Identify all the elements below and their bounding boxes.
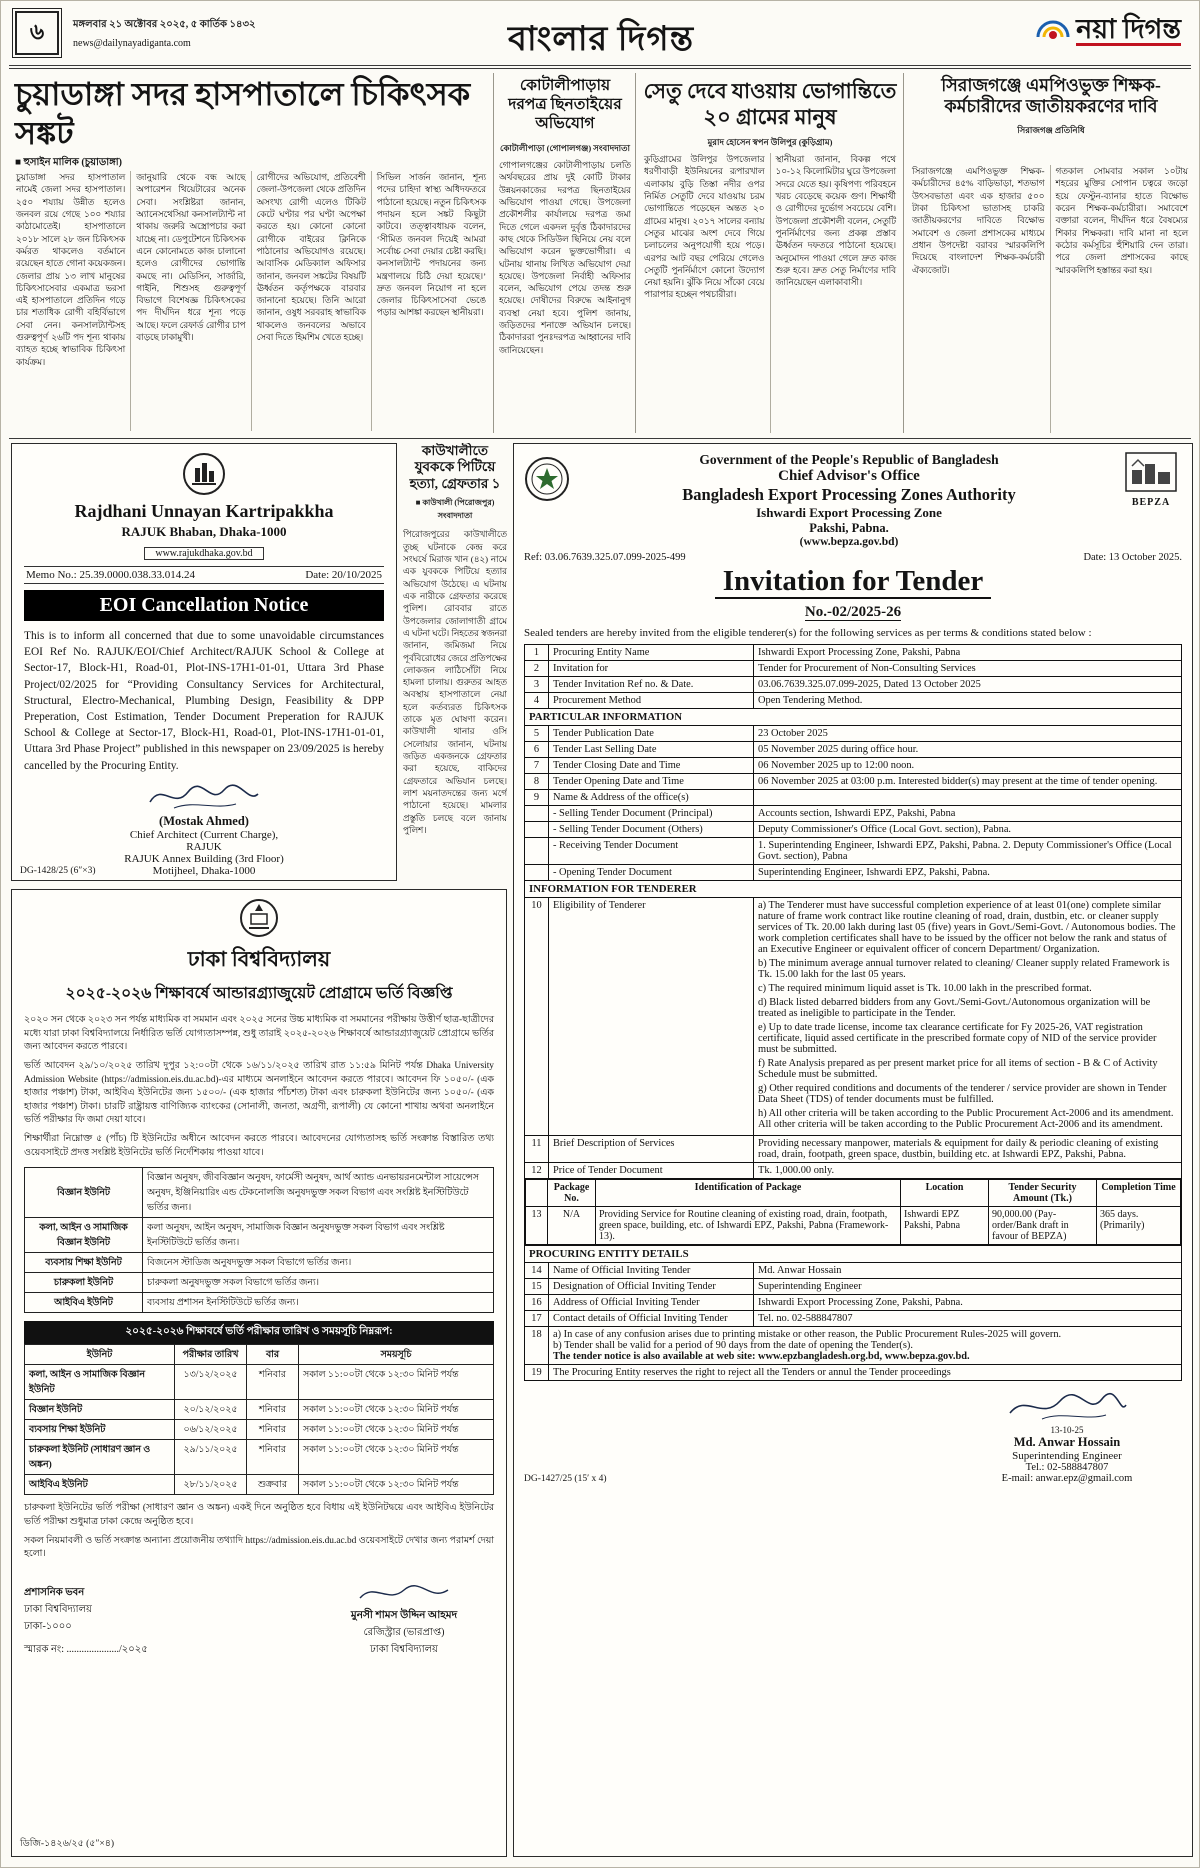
rajuk-signer-role: Chief Architect (Current Charge), — [129, 828, 279, 841]
tender-signer-name: Md. Anwar Hossain — [1013, 1435, 1121, 1449]
lead-headline: চুয়াডাঙ্গা সদর হাসপাতালে চিকিৎসক সঙ্কট — [15, 76, 471, 152]
tender-intro: Sealed tenders are hereby invited from the eligible tenderer(s) for the following services as per terms & conditions stated below : — [524, 627, 1092, 639]
table-row: আইবিএ ইউনিট ২৮/১১/২০২৫ শুক্রবার সকাল ১১:০০টা থেকে ১২:৩০ মিনিট পর্যন্ত — [25, 1475, 494, 1495]
rajuk-signature-mark — [24, 780, 384, 814]
tender-signer-email: E-mail: anwar.epz@gmail.com — [1001, 1473, 1133, 1484]
tender-date: Date: 13 October 2025. — [1083, 552, 1182, 563]
du-note: চারুকলা ইউনিটের ভর্তি পরীক্ষা (সাধারণ জ্ঞান ও অঙ্কন) একই দিনে অনুষ্ঠিত হবে বিধায় এই ইউনিটদ্বয়ে এবং আইবিএ ইউনিটের ভর্তি পরীক্ষা শুধুমাত্র ঢাকা কেন্দ্রে অনুষ্ঠিত হবে। — [24, 1503, 494, 1527]
table-row: আইবিএ ইউনিট ব্যবসায় প্রশাসন ইনস্টিটিউটে ভর্তির জন্য। — [25, 1293, 494, 1313]
brand-name: নয়া দিগন্ত — [1076, 15, 1181, 46]
article4-body-col-2: গতকাল সোমবার সকাল ১০টায় শহরের মুক্তির সোপান চত্বরে জড়ো হয়ে ফেস্টুন-ব্যানার হাতে বিক্ষোভ করেন শিক্ষক-কর্মচারীরা। সমাবেশে বক্তারা বলেন, দীর্ঘদিন ধরে বৈষম্যের শিকার শিক্ষকরা। দাবি মানা না হলে কঠোর কর্মসূচির হুঁশিয়ারি দেন তারা। পরে জেলা প্রশাসকের কাছে স্মারকলিপি হস্তান্তর করা হয়। — [1055, 166, 1188, 275]
du-exam-table: ইউনিট পরীক্ষার তারিখ বার সময়সূচি কলা, আইন ও সামাজিক বিজ্ঞান ইউনিট ১৩/১২/২০২৫ শনিবার সকাল ১১:০০টা থেকে ১২:৩০ মিনিট পর্যন্ত বিজ্ঞান ইউনিট ২০/১২/২০২৫ শনিবার সকাল ১১:০০টা থেকে ১২:৩০ মিনিট পর্যন্ত ব্যবসায় শিক্ষা ইউনিট ০৬/১২/২০২৫ শনিবার সকাল ১১:০০টা থেকে ১২:৩০ মিনিট পর্যন্ত চারুকলা ইউনিট (সাধারণ জ্ঞান ও অঙ্কন) ২৯/১১/২০২৫ শনিবার সকাল ১১:০০টা থেকে ১২:৩০ মিনিট পর্যন্ত আইবিএ ইউনিট ২৮/১১/২০২৫ শুক্রবার সকাল ১১:০০টা থেকে ১২:৩০ মিনিট পর্যন্ত — [24, 1344, 494, 1495]
brand-logo — [1036, 11, 1181, 46]
bepza-logo-text: BEPZA — [1131, 497, 1171, 508]
table-row: কলা, আইন ও সামাজিক বিজ্ঞান ইউনিট ১৩/১২/২০২৫ শনিবার সকাল ১১:০০টা থেকে ১২:৩০ মিনিট পর্যন্ত — [25, 1365, 494, 1400]
article2-headline: কোটালীপাড়ায় দরপত্র ছিনতাইয়ের অভিযোগ — [508, 77, 622, 132]
table-row: 19 The Procuring Entity reserves the right to reject all the Tenders or annul the Tender proceedings — [525, 1365, 1182, 1381]
tender-sign-date: 13-10-25 — [1050, 1425, 1084, 1435]
rajuk-website: www.rajukdhaka.gov.bd — [144, 547, 263, 560]
du-signer-role: রেজিস্ট্রার (ভারপ্রাপ্ত) — [363, 1626, 445, 1638]
table-row: 2 Invitation for Tender for Procurement of Non-Consulting Services — [525, 661, 1182, 677]
eoi-banner-title: EOI Cancellation Notice — [24, 590, 384, 621]
table-row: 17 Contact details of Official Inviting Tender Tel. no. 02-588847807 — [525, 1311, 1182, 1327]
table-row: ব্যবসায় শিক্ষা ইউনিট ০৬/১২/২০২৫ শনিবার সকাল ১১:০০টা থেকে ১২:৩০ মিনিট পর্যন্ত — [25, 1420, 494, 1440]
table-row: 4 Procurement Method Open Tendering Method. — [525, 693, 1182, 709]
rajuk-date: Date: 20/10/2025 — [305, 569, 382, 581]
lead-body-col-3: রোগীদের অভিযোগ, প্রতিবেশী জেলা-উপজেলা থেকে প্রতিদিন অসংখ্য রোগী এলেও টিকিট কেটে ঘণ্টার পর ঘণ্টা অপেক্ষা করতে হয়। কোনো কোনো রোগীকে বাইরের ক্লিনিকে পাঠানোর অভিযোগও রয়েছে। আবাসিক মেডিক্যাল অফিসার জানান, জনবল সঙ্কটের বিষয়টি ঊর্ধ্বতন কর্তৃপক্ষকে বারবার জানানো হয়েছে। তিনি আরো জানান, ওষুধ সরবরাহ স্বাভাবিক থাকলেও জনবলের অভাবে সেবা দিতে হিমশিম খেতে হচ্ছে। — [252, 171, 372, 431]
table-row: ব্যবসায় শিক্ষা ইউনিট বিজনেস স্টাডিজ অনুষদভুক্ত সকল বিভাগে ভর্তির জন্য। — [25, 1253, 494, 1273]
du-notice-title: ২০২৫-২০২৬ শিক্ষাবর্ষে আন্ডারগ্র্যাজুয়েট প্রোগ্রামে ভর্তি বিজ্ঞপ্তি — [65, 985, 453, 1002]
section-row: INFORMATION FOR TENDERER — [525, 881, 1182, 898]
page-number: ৬ — [29, 18, 45, 44]
rajuk-notice-body: This is to inform all concerned that due to some unavoidable circumstances EOI Ref No. RAJUK/EOI/Chief Architect/RAJUK School & College at Sector-17, Block-H1, Road-01, Plot-INS-17H1-01-01, Uttara 3rd Phase Project/02/2025 for “Providing Consultancy Services for Architectural, Structural, Electro-Mechanical, Plumbing Design, Feasibility & DPP Preperation, Cost Estimation, Tender Document Preperation for RAJUK School & College at Sector-17, Block-H1, Road-01, Plot-INS-17H1-01-01, Uttara 3rd Phase Project” published in this newspaper on 23/09/2025 is hereby cancelled by the Procuring Entity. — [24, 630, 384, 772]
tender-number: No.-02/2025-26 — [804, 604, 902, 620]
rajuk-address: RAJUK Bhaban, Dhaka-1000 — [121, 524, 287, 539]
du-addr-line3: ঢাকা-১০০০ — [24, 1620, 72, 1632]
tender-signer-role: Superintending Engineer — [1012, 1450, 1122, 1462]
du-paragraph-2: ভর্তি আবেদন ২৯/১০/২০২৫ তারিখ দুপুর ১২:০০টা থেকে ১৬/১১/২০২৫ তারিখ রাত ১১:৫৯ মিনিট পর্যন্ত Dhaka University Admission Website (https://admission.eis.du.ac.bd)-এর মাধ্যমে অনলাইনে আবেদন করতে পারবে। আবেদন ফি ১০৫০/- (এক হাজার পঞ্চাশ) টাকা, আইবিএ ইউনিটের জন্য ১৫০০/- (এক হাজার পাঁচশত) টাকা এবং চারুকলা ইউনিটের জন্য ১০৫০/- (এক হাজার পঞ্চাশ) টাকা। চারটি রাষ্ট্রায়ত্ত বাণিজ্যিক ব্যাংকের (সোনালী, জনতা, অগ্রণী, রূপালী) যে কোনো শাখায় অথবা অনলাইনে ভর্তি পরীক্ষার ফি জমা দেয়া যাবে। — [24, 1060, 494, 1126]
lead-body-col-2: জানুয়ারি থেকে বন্ধ আছে অপারেশন থিয়েটারের অনেক সেবা। সংশ্লিষ্টরা জানান, অ্যানেসথেসিয়া কনসালট্যান্ট না থাকায় জরুরি অস্ত্রোপচার করা যাচ্ছে না। ডেপুটেশনে চিকিৎসক এনে কোনোমতে কাজ চালানো হলেও রোগীদের ভোগান্তি কমছে না। মেডিসিন, সার্জারি, গাইনি, শিশুসহ গুরুত্বপূর্ণ বিভাগে বিশেষজ্ঞ চিকিৎসকের পদ দীর্ঘদিন ধরে শূন্য পড়ে আছে। ফলে রেফার্ড রোগীর চাপ বাড়ছে ঢাকামুখী। — [131, 171, 251, 431]
table-row: 10 Eligibility of Tenderer a) The Tenderer must have successful completion experience of at least 01(one) complete similar nature of frame work contract like routine cleaning of road, drain, dustbin, etc. or cleaner supply services of Tk. 20.00 lakh during last 05 (five) years in Govt./Semi-Govt. / Autonomous bodies. The work completion certificates shall have to be issued by the officer not below the rank and status of an Executive Engineer or equivalent officer of concern Department/ Organization. b) The minimum average annual turnover related to cleaning/ Cleaner supply related Framework is Tk. 15.00 lakh for the last 05 years. c) The required minimum liquid asset is Tk. 10.00 lakh in the prescribed format. d) Black listed debarred bidders from any Govt./Semi-Govt./Autonomous organization will be treated as ineligible to participate in the Tender. e) Up to date trade license, income tax clearance certificate for Fy 2025-26, VAT registration certificate, liquid assed certificate in the prescribed formate copy of NID of the service provider must be submitted. f) Rate Analysis prepared as per present market price for all items of section - B & C of Activity Schedule must be submitted. g) Other required conditions and documents of the tenderer / service provider are shown in Tender Data Sheet (TDS) of tender documents must be fulfilled. h) All other criteria will be taken according to the Public Procurement Act-2006 and its amendment. All other criteria will be taken according to the Public Procurement Act-2006 and its amendment. — [525, 898, 1182, 1136]
date-line: মঙ্গলবার ২১ অক্টোবর ২০২৫, ৫ কার্তিক ১৪৩২ — [73, 19, 256, 30]
tender-gov-line1: Government of the People's Republic of Bangladesh — [699, 452, 999, 467]
rajuk-notice — [11, 443, 397, 881]
du-signer-org: ঢাকা বিশ্ববিদ্যালয় — [370, 1643, 438, 1655]
table-row: 1 Procuring Entity Name Ishwardi Export Processing Zone, Pakshi, Pabna — [525, 645, 1182, 661]
table-row: - Selling Tender Document (Principal) Accounts section, Ishwardi EPZ, Pakshi, Pabna — [525, 806, 1182, 822]
du-signer-name: মুনসী শামস উদ্দিন আহমদ — [350, 1609, 458, 1621]
lead-byline: ■ হুসাইন মালিক (চুয়াডাঙ্গা) — [15, 157, 123, 168]
bepza-tender-notice — [513, 443, 1193, 1857]
du-units-table — [24, 1167, 494, 1313]
du-org-name: ঢাকা বিশ্ববিদ্যালয় — [187, 947, 331, 971]
section-row: PARTICULAR INFORMATION — [525, 709, 1182, 726]
tender-gov-line2: Chief Advisor's Office — [778, 468, 920, 484]
kaukhali-headline: কাউখালীতে যুবককে পিটিয়ে হত্যা, গ্রেফতার ১ — [409, 443, 501, 491]
table-row: 8 Tender Opening Date and Time 06 November 2025 at 03:00 p.m. Interested bidder(s) may present at the time of tender opening. — [525, 774, 1182, 790]
du-signature-mark — [314, 1580, 494, 1608]
masthead-title: বাংলার দিগন্ত — [507, 21, 695, 58]
article2-dateline: কোটালীপাড়া (গোপালগঞ্জ) সংবাদদাতা — [500, 142, 630, 153]
du-paragraph-1: ২০২০ সন থেকে ২০২৩ সন পর্যন্ত মাধ্যমিক বা সমমান এবং ২০২৫ সনের উচ্চ মাধ্যমিক বা সমমানের পরীক্ষায় উত্তীর্ণ ছাত্র-ছাত্রীদের মধ্যে যারা ঢাকা বিশ্ববিদ্যালয়ে নির্ধারিত ভর্তি যোগ্যতাসম্পন্ন, শুধু তারাই ২০২৫-২০২৬ শিক্ষাবর্ষে আন্ডারগ্র্যাজুয়েট প্রোগ্রামে ভর্তির জন্য আবেদন করতে পারবে। — [24, 1015, 494, 1053]
tender-dg-ref: DG-1427/25 (15′ x 4) — [524, 1474, 607, 1484]
table-row: - Selling Tender Document (Others) Deputy Commissioner's Office (Local Govt. section), Pabna. — [525, 822, 1182, 838]
package-table: Package No. Identification of Package Location Tender Security Amount (Tk.) Completion Time 13 N/A Providing Service for Routine cleaning of existing road, drain, footpath, green space, building, etc. of Ishwardi EPZ, Pakshi, Pabna (Framework-13). Ishwardi EPZ Pakshi, Pabna 90,000.00 (Pay-order/Bank draft in favour of BEPZA) 365 days. (Primarily) — [525, 1179, 1181, 1245]
kaukhali-dateline: ■ কাউখালী (পিরোজপুর) সংবাদদাতা — [415, 498, 495, 521]
rajuk-signer-org: RAJUK — [186, 840, 222, 853]
article4-body-col-1: সিরাজগঞ্জে এমপিওভুক্ত শিক্ষক-কর্মচারীদের ৪৫% বাড়িভাড়া, শতভাগ উৎসবভাতা এবং এক হাজার ৫০০ টাকা চিকিৎসা ভাতাসহ চাকরি জাতীয়করণের দাবিতে বিক্ষোভ সমাবেশ ও জেলা প্রশাসকের মাধ্যমে প্রধান উপদেষ্টা বরাবর স্মারকলিপি দিয়েছে বাংলাদেশ শিক্ষক-কর্মচারী ঐক্যজোট। — [907, 165, 1051, 433]
table-row: চারুকলা ইউনিট চারুকলা অনুষদভুক্ত সকল বিভাগে ভর্তির জন্য। — [25, 1273, 494, 1293]
govt-seal-icon — [524, 452, 578, 507]
notes-row: 18 a) In case of any confusion arises due to printing mistake or other reason, the Public Procurement Rules-2025 will govern. b) Tender shall be valid for a period of 90 days from the date of opening the Tender(s). The tender notice is also available at web site: www.epzbangladesh.org.bd, www.bepza.gov.bd. — [525, 1327, 1182, 1365]
package-row — [525, 1179, 1182, 1246]
tender-ref: Ref: 03.06.7639.325.07.099-2025-499 — [524, 552, 686, 563]
bepza-logo — [1120, 452, 1182, 508]
article3-headline: সেতু দেবে যাওয়ায় ভোগান্তিতে ২০ গ্রামের মানুষ — [643, 79, 897, 129]
tender-gov-line5: Pakshi, Pabna. — [809, 521, 889, 535]
table-row: 11 Brief Description of Services Providing necessary manpower, materials & equipment for daily & periodic cleaning of existing road, drain, footpath, green space, dustbin, building etc. at Ishwardi EPZ, Pakshi, Pabna. — [525, 1136, 1182, 1163]
table-row: 12 Price of Tender Document Tk. 1,000.00 only. — [525, 1163, 1182, 1179]
tender-title: Invitation for Tender — [715, 565, 992, 599]
du-exam-schedule-heading: ২০২৫-২০২৬ শিক্ষাবর্ষে ভর্তি পরীক্ষার তারিখ ও সময়সূচি নিম্নরূপ: — [24, 1321, 494, 1344]
lead-body-col-4: সিভিল সার্জন জানান, শূন্য পদের চাহিদা স্বাস্থ্য অধিদফতরে পাঠানো হয়েছে। নতুন চিকিৎসক পদায়ন হলে সঙ্কট কিছুটা কাটবে। তত্ত্বাবধায়ক বলেন, ‘সীমিত জনবল দিয়েই আমরা সর্বোচ্চ সেবা দেয়ার চেষ্টা করছি। কনসালট্যান্ট পদায়নের জন্য মন্ত্রণালয়ে চিঠি দেয়া হয়েছে।’ দ্রুত জনবল নিয়োগ না হলে জেলার চিকিৎসাসেবা ভেঙে পড়ার আশঙ্কা করছেন স্থানীয়রা। — [376, 172, 486, 318]
lead-body-col-1: চুয়াডাঙ্গা সদর হাসপাতাল নামেই জেলা সদর হাসপাতাল। ২৫০ শয্যায় উন্নীত হলেও জনবল রয়ে গেছে ১০০ শয্যার কাঠামোতেই। হাসপাতালে ২০১৮ সালে ২৮ জন চিকিৎসক কর্মরত থাকলেও বর্তমানে রয়েছেন হাতে গোনা কয়েকজন। জেলার প্রায় ১৩ লাখ মানুষের চিকিৎসাসেবার একমাত্র ভরসা এই হাসপাতালে প্রতিদিন গড়ে চার শতাধিক রোগী বহির্বিভাগে সেবা নেন। কনসালট্যান্টসহ গুরুত্বপূর্ণ ২৬টি পদ শূন্য থাকায় ব্যাহত হচ্ছে স্বাভাবিক চিকিৎসা কার্যক্রম। — [11, 171, 131, 431]
table-row: 5 Tender Publication Date 23 October 2025 — [525, 726, 1182, 742]
du-addr-line1: প্রশাসনিক ভবন — [24, 1586, 85, 1598]
du-final-note: সকল নিয়মাবলী ও ভর্তি সংক্রান্ত অন্যান্য প্রয়োজনীয় তথ্যাদি https://admission.eis.du.ac.bd ওয়েবসাইটে দেখার জন্য পরামর্শ দেয়া হলো। — [24, 1535, 494, 1560]
du-admission-notice — [11, 889, 507, 1857]
tender-website: (www.bepza.gov.bd) — [799, 536, 899, 548]
tender-signature-mark — [952, 1389, 1182, 1425]
kaukhali-body: পিরোজপুরের কাউখালীতে তুচ্ছ ঘটনাকে কেন্দ্র করে সংঘর্ষে মিরাজ খান (৪২) নামে এক যুবককে পিটিয়ে হত্যার অভিযোগ উঠেছে। এ ঘটনায় এক নারীকে গ্রেফতার করেছে পুলিশ। রোববার রাতে উপজেলার জোলাগাতী গ্রামে এ ঘটনা ঘটে। নিহতের স্বজনরা জানান, জমিজমা নিয়ে পূর্ববিরোধের জেরে প্রতিপক্ষের লোকজন লাঠিসোঁটা নিয়ে হামলা চালায়। গুরুতর আহত অবস্থায় হাসপাতালে নেয়া হলে কর্তব্যরত চিকিৎসক তাকে মৃত ঘোষণা করেন। কাউখালী থানার ওসি সেলোয়ার জানান, ঘটনায় জড়িত একজনকে গ্রেফতার করা হয়েছে, বাকিদের গ্রেফতারে অভিযান চলছে। লাশ ময়নাতদন্তের জন্য মর্গে পাঠানো হয়েছে। মামলার প্রস্তুতি চলছে বলে জানায় পুলিশ। — [403, 529, 507, 835]
article2-body: গোপালগঞ্জের কোটালীপাড়ায় চলতি অর্থবছরের প্রায় দুই কোটি টাকার উন্নয়নকাজের দরপত্র ছিনতাইয়ের অভিযোগ পাওয়া গেছে। উপজেলা প্রকৌশলীর কার্যালয়ে দরপত্র জমা দিতে গেলে একদল দুর্বৃত্ত ঠিকাদারদের কাছ থেকে সিডিউল ছিনিয়ে নেয় বলে অভিযোগ করেন ভুক্তভোগীরা। এ ঘটনায় থানায় লিখিত অভিযোগ দেয়া হয়েছে। উপজেলা নির্বাহী অফিসার বলেন, অভিযোগ পেয়ে তদন্ত শুরু হয়েছে। দোষীদের বিরুদ্ধে আইনানুগ ব্যবস্থা নেয়া হবে। পুলিশ জানায়, জড়িতদের শনাক্তে অভিযান চলছে। ঠিকাদাররা পুনঃদরপত্র আহ্বানের দাবি জানিয়েছেন। — [499, 160, 631, 355]
du-logo — [24, 898, 494, 943]
table-row: 13 N/A Providing Service for Routine cleaning of existing road, drain, footpath, green space, building, etc. of Ishwardi EPZ, Pakshi, Pabna (Framework-13). Ishwardi EPZ Pakshi, Pabna 90,000.00 (Pay-order/Bank draft in favour of BEPZA) 365 days. (Primarily) — [526, 1207, 1181, 1245]
du-dg-ref: ডিজি-১৪২৬/২৫ (৫″×৪) — [20, 1839, 115, 1849]
table-row: বিজ্ঞান ইউনিট ২০/১২/২০২৫ শনিবার সকাল ১১:০০টা থেকে ১২:৩০ মিনিট পর্যন্ত — [25, 1400, 494, 1420]
article3-body-col-1: কুড়িগ্রামের উলিপুর উপজেলার ধরণীবাড়ী ইউনিয়নের রূপারখাল এলাকায় বুড়ি তিস্তা নদীর ওপর নির্মিত সেতুটি দেবে যাওয়ায় চরম ভোগান্তিতে পড়েছেন অন্তত ২০ গ্রামের মানুষ। ২০১৭ সালের বন্যায় সেতুর মাঝের অংশ দেবে গিয়ে চলাচলের অনুপযোগী হয়ে পড়ে। এরপর আট বছর পেরিয়ে গেলেও সেতুটি পুনর্নির্মাণে কোনো উদ্যোগ নেয়া হয়নি। ঝুঁকি নিয়ে সাঁকো বেয়ে পারাপার হচ্ছেন পথচারীরা। — [639, 153, 771, 433]
du-memo-no: স্মারক নং: ...................../২০২৫ — [24, 1643, 148, 1655]
table-row: 3 Tender Invitation Ref no. & Date. 03.06.7639.325.07.099-2025, Dated 13 October 2025 — [525, 677, 1182, 693]
tender-gov-line4: Ishwardi Export Processing Zone — [756, 505, 942, 520]
tender-table — [524, 644, 1182, 1381]
table-row: চারুকলা ইউনিট (সাধারণ জ্ঞান ও অঙ্কন) ২৯/১১/২০২৫ শনিবার সকাল ১১:০০টা থেকে ১২:৩০ মিনিট পর্যন্ত — [25, 1440, 494, 1475]
article4-dateline: সিরাজগঞ্জ প্রতিনিধি — [1017, 124, 1085, 135]
table-row: 14 Name of Official Inviting Tender Md. Anwar Hossain — [525, 1263, 1182, 1279]
notes-cell: a) In case of any confusion arises due to printing mistake or other reason, the Public Procurement Rules-2025 will govern. b) Tender shall be valid for a period of 90 days from the date of opening the Tender(s). The tender notice is also available at web site: www.epzbangladesh.org.bd, www.bepza.gov.bd. — [549, 1327, 1182, 1365]
tender-signer-tel: Tel.: 02-588847807 — [1025, 1462, 1109, 1473]
rajuk-signer-addr1: RAJUK Annex Building (3rd Floor) — [124, 852, 284, 865]
page-number-badge — [15, 11, 59, 55]
rajuk-signer-name: (Mostak Ahmed) — [159, 813, 249, 828]
du-paragraph-3: শিক্ষার্থীরা নিম্নোক্ত ৫ (পাঁচ) টি ইউনিটের অধীনে আবেদন করতে পারবে। আবেদনের যোগ্যতাসহ ভর্তি সংক্রান্ত বিস্তারিত তথ্য ওয়েবসাইটে প্রদত্ত সংশ্লিষ্ট ইউনিটের ভর্তি নির্দেশিকায় পাওয়া যাবে। — [24, 1134, 494, 1158]
rajuk-dg-ref: DG-1428/25 (6″×3) — [20, 866, 96, 876]
section-row: PROCURING ENTITY DETAILS — [525, 1246, 1182, 1263]
sunrise-icon — [1036, 11, 1070, 46]
rajuk-org-name: Rajdhani Unnayan Kartripakkha — [74, 501, 334, 521]
contact-email: news@dailynayadiganta.com — [73, 38, 191, 49]
table-row: - Opening Tender Document Superintending Engineer, Ishwardi EPZ, Pakshi, Pabna. — [525, 865, 1182, 881]
table-row: 15 Designation of Official Inviting Tender Superintending Engineer — [525, 1279, 1182, 1295]
du-addr-line2: ঢাকা বিশ্ববিদ্যালয় — [24, 1603, 92, 1615]
table-row: কলা, আইন ও সামাজিক বিজ্ঞান ইউনিট কলা অনুষদ, আইন অনুষদ, সামাজিক বিজ্ঞান অনুষদভুক্ত সকল বিভাগ এবং সংশ্লিষ্ট ইনস্টিটিউটে ভর্তির জন্য। — [25, 1218, 494, 1253]
rajuk-signer-addr2: Motijheel, Dhaka-1000 — [152, 864, 256, 877]
table-row: বিজ্ঞান ইউনিট বিজ্ঞান অনুষদ, জীববিজ্ঞান অনুষদ, ফার্মেসী অনুষদ, আর্থ অ্যান্ড এনভায়রনমেন্টাল সায়েন্সেস অনুষদ, ইঞ্জিনিয়ারিং এন্ড টেকনোলজি অনুষদভুক্ত সকল বিভাগ এবং সংশ্লিষ্ট ইনস্টিটিউটে ভর্তির জন্য। — [25, 1168, 494, 1218]
article4-headline: সিরাজগঞ্জে এমপিওভুক্ত শিক্ষক-কর্মচারীদের জাতীয়করণের দাবি — [941, 75, 1161, 117]
eligibility-cell: a) The Tenderer must have successful completion experience of at least 01(one) complete similar nature of frame work contract like routine cleaning of road, drain, dustbin, etc. or cleaner supply services of Tk. 20.00 lakh during last 05 (five) years in Govt./Semi-Govt. / Autonomous bodies. The work completion certificates shall have to be issued by the officer not below the rank and status of an Executive Engineer or equivalent officer of concern Department/ Organization. b) The minimum average annual turnover related to cleaning/ Cleaner supply related Framework is Tk. 15.00 lakh for the last 05 years. c) The required minimum liquid asset is Tk. 10.00 lakh in the prescribed format. d) Black listed debarred bidders from any Govt./Semi-Govt./Autonomous organization will be treated as ineligible to participate in the Tender. e) Up to date trade license, income tax clearance certificate for Fy 2025-26, VAT registration certificate, liquid assed certificate in the prescribed formate copy of NID of the service provider must be submitted. f) Rate Analysis prepared as per present market price for all items of section - B & C of Activity Schedule must be submitted. g) Other required conditions and documents of the tenderer / service provider are shown in Tender Data Sheet (TDS) of tender documents must be fulfilled. h) All other criteria will be taken according to the Public Procurement Act-2006 and its amendment. All other criteria will be taken according to the Public Procurement Act-2006 and its amendment. — [754, 898, 1182, 1136]
article3-dateline: মুরাদ হোসেন স্বপন উলিপুর (কুড়িগ্রাম) — [707, 137, 833, 148]
rajuk-memo-no: Memo No.: 25.39.0000.038.33.014.24 — [26, 569, 195, 581]
article3-body-col-2: স্থানীয়রা জানান, বিকল্প পথে ১০-১২ কিলোমিটার ঘুরে উপজেলা সদরে যেতে হয়। কৃষিপণ্য পরিবহনে খরচ বেড়েছে কয়েক গুণ। শিক্ষার্থী ও রোগীদের দুর্ভোগ সবচেয়ে বেশি। উপজেলা প্রকৌশলী বলেন, সেতুটি পুনর্নির্মাণের জন্য প্রকল্প প্রস্তাব ঊর্ধ্বতন দফতরে পাঠানো হয়েছে। অনুমোদন পাওয়া গেলে দ্রুত কাজ শুরু হবে। দ্রুত সেতু নির্মাণের দাবি জানিয়েছেন এলাকাবাসী। — [775, 154, 896, 288]
table-row: 7 Tender Closing Date and Time 06 November 2025 up to 12:00 noon. — [525, 758, 1182, 774]
table-row: 16 Address of Official Inviting Tender Ishwardi Export Processing Zone, Pakshi, Pabna. — [525, 1295, 1182, 1311]
tender-gov-line3: Bangladesh Export Processing Zones Authority — [682, 485, 1016, 504]
table-row: - Receiving Tender Document 1. Superintending Engineer, Ishwardi EPZ, Pakshi, Pabna. 2. Deputy Commissioner's Office (Local Govt. section), Pabna — [525, 838, 1182, 865]
rajuk-logo — [24, 452, 384, 501]
table-row: 9 Name & Address of the office(s) — [525, 790, 1182, 806]
table-row: 6 Tender Last Selling Date 05 November 2025 during office hour. — [525, 742, 1182, 758]
